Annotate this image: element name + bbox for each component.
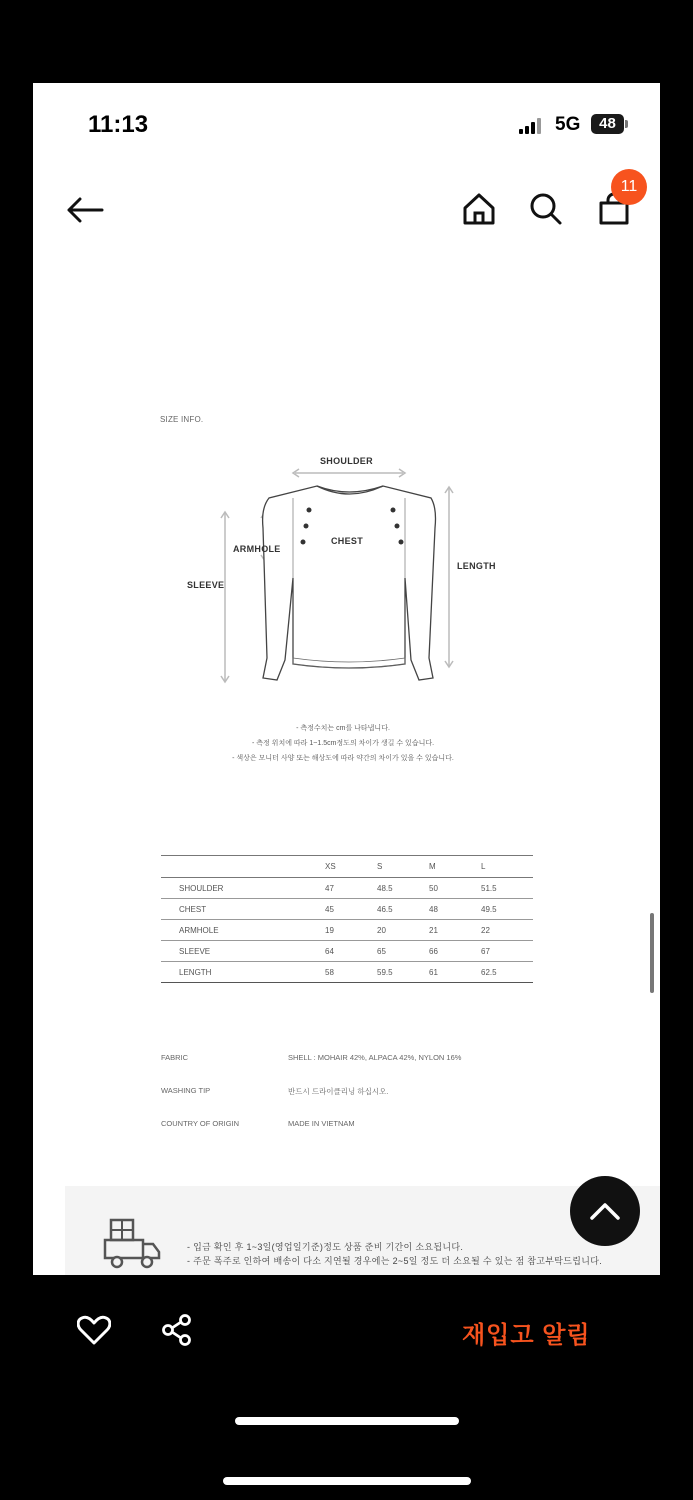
table-cell: 64 bbox=[325, 941, 377, 962]
heart-icon[interactable] bbox=[74, 1311, 114, 1349]
network-type: 5G bbox=[555, 114, 581, 135]
home-indicator bbox=[235, 1417, 459, 1425]
table-cell: 45 bbox=[325, 899, 377, 920]
top-navigation-bar bbox=[33, 178, 660, 238]
table-row bbox=[161, 878, 533, 899]
label-length: LENGTH bbox=[457, 561, 496, 571]
size-notes bbox=[153, 721, 533, 766]
table-cell: CHEST bbox=[161, 899, 325, 920]
table-cell: 59.5 bbox=[377, 962, 429, 983]
table-cell: 46.5 bbox=[377, 899, 429, 920]
table-cell: 67 bbox=[481, 941, 533, 962]
table-cell: 19 bbox=[325, 920, 377, 941]
table-cell: 48 bbox=[429, 899, 481, 920]
restock-alert-button[interactable]: 재입고 알림 bbox=[462, 1322, 591, 1349]
product-detail-content bbox=[33, 253, 660, 1275]
info-value: 반드시 드라이클리닝 하십시오. bbox=[288, 1087, 389, 1096]
scrollbar[interactable] bbox=[650, 913, 654, 993]
bottom-action-bar bbox=[0, 1275, 693, 1500]
table-cell: 48.5 bbox=[377, 878, 429, 899]
size-table-header-cell: M bbox=[429, 856, 481, 878]
size-note: - 측정수치는 cm를 나타냅니다. bbox=[296, 725, 390, 732]
share-icon[interactable] bbox=[157, 1311, 197, 1349]
size-table-header bbox=[161, 856, 533, 878]
table-cell: 62.5 bbox=[481, 962, 533, 983]
home-indicator-secondary bbox=[223, 1477, 471, 1485]
table-cell: 22 bbox=[481, 920, 533, 941]
delivery-line: - 주문 폭주로 인하여 배송이 다소 지연될 경우에는 2~5일 정도 더 소요될 수 있는 점 참고부탁드립니다. bbox=[187, 1256, 603, 1266]
info-key: WASHING TIP bbox=[161, 1086, 211, 1095]
delivery-line: - 입금 확인 후 1~3일(영업일기준)정도 상품 준비 기간이 소요됩니다. bbox=[187, 1242, 464, 1252]
label-armhole: ARMHOLE bbox=[233, 544, 281, 554]
scroll-top-icon bbox=[588, 1201, 622, 1221]
size-table-header-cell: S bbox=[377, 856, 429, 878]
size-info-title: SIZE INFO. bbox=[160, 415, 204, 424]
signal-icon bbox=[519, 118, 545, 134]
table-cell: 50 bbox=[429, 878, 481, 899]
size-table-header-cell: XS bbox=[325, 856, 377, 878]
size-note: - 측정 위치에 따라 1~1.5cm정도의 차이가 생길 수 있습니다. bbox=[251, 740, 435, 747]
size-table-header-cell bbox=[161, 856, 325, 878]
scroll-top-button[interactable] bbox=[570, 1176, 640, 1246]
battery-icon: 48 bbox=[591, 114, 624, 134]
table-row bbox=[161, 920, 533, 941]
info-key: COUNTRY OF ORIGIN bbox=[161, 1119, 240, 1128]
table-row bbox=[161, 941, 533, 962]
back-arrow-icon[interactable] bbox=[63, 188, 107, 232]
table-cell: 21 bbox=[429, 920, 481, 941]
info-value: SHELL : MOHAIR 42%, ALPACA 42%, NYLON 16% bbox=[288, 1053, 462, 1062]
table-cell: ARMHOLE bbox=[161, 920, 325, 941]
label-shoulder: SHOULDER bbox=[320, 456, 373, 466]
label-chest: CHEST bbox=[331, 536, 364, 546]
table-cell: SHOULDER bbox=[161, 878, 325, 899]
table-cell: 66 bbox=[429, 941, 481, 962]
size-table-header-cell: L bbox=[481, 856, 533, 878]
table-cell: 51.5 bbox=[481, 878, 533, 899]
table-cell: 49.5 bbox=[481, 899, 533, 920]
table-cell: 47 bbox=[325, 878, 377, 899]
delivery-text bbox=[187, 1240, 602, 1268]
home-icon[interactable] bbox=[458, 188, 500, 230]
table-row bbox=[161, 899, 533, 920]
table-cell: 65 bbox=[377, 941, 429, 962]
delivery-truck-icon bbox=[103, 1216, 161, 1275]
table-cell: 58 bbox=[325, 962, 377, 983]
table-row bbox=[161, 962, 533, 983]
search-icon[interactable] bbox=[525, 188, 567, 230]
table-cell: SLEEVE bbox=[161, 941, 325, 962]
cart-count-badge: 11 bbox=[611, 169, 647, 205]
info-key: FABRIC bbox=[161, 1053, 189, 1062]
info-value: MADE IN VIETNAM bbox=[288, 1119, 355, 1128]
size-table bbox=[161, 855, 533, 983]
table-cell: 61 bbox=[429, 962, 481, 983]
table-cell: LENGTH bbox=[161, 962, 325, 983]
status-bar bbox=[33, 83, 660, 163]
table-cell: 20 bbox=[377, 920, 429, 941]
label-sleeve: SLEEVE bbox=[187, 580, 225, 590]
app-screen bbox=[33, 83, 660, 1275]
size-diagram bbox=[173, 456, 513, 708]
size-note: - 색상은 모니터 사양 또는 해상도에 따라 약간의 차이가 있을 수 있습니다. bbox=[232, 755, 454, 762]
battery-cap bbox=[625, 120, 628, 128]
status-time: 11:13 bbox=[88, 111, 149, 138]
